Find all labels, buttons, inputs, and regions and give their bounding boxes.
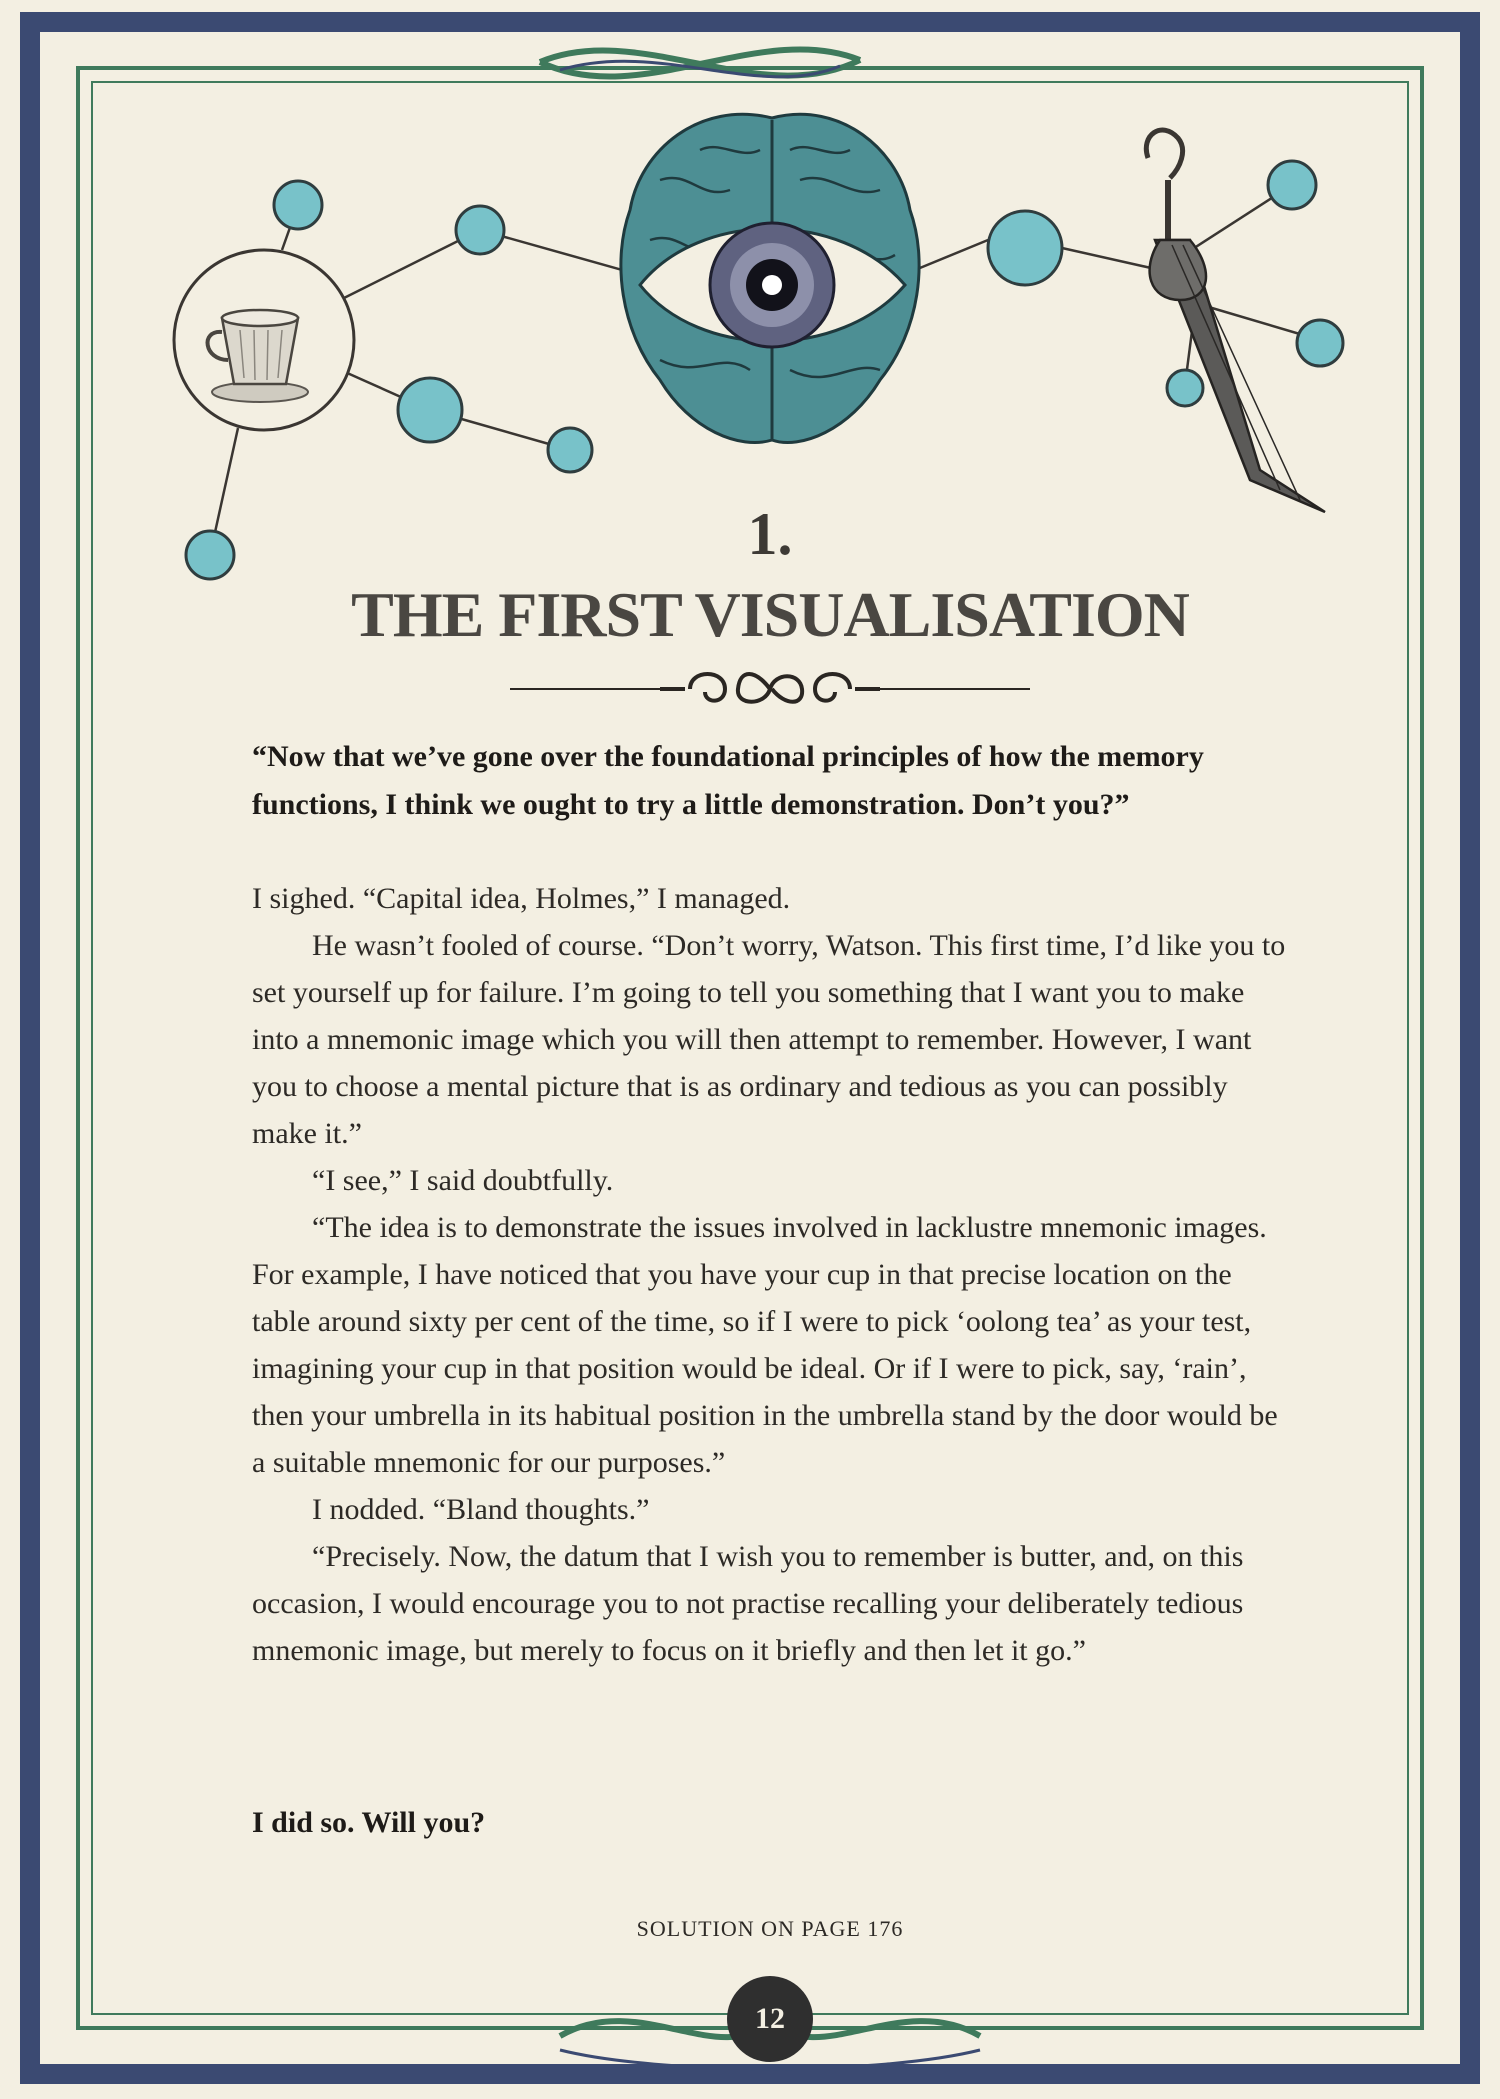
body-text xyxy=(252,875,1292,1674)
network-node xyxy=(1268,161,1316,209)
chapter-number: 1. xyxy=(747,501,793,567)
network-node xyxy=(1297,320,1343,366)
paragraph: “Precisely. Now, the datum that I wish you to remember is butter, and, on this occasion, I would encourage you to not practise recalling your deliberately tedious mnemonic image, but merely to focus on it briefly and then let it go.” xyxy=(252,1540,1244,1667)
paragraph: “I see,” I said doubtfully. xyxy=(312,1164,614,1197)
network-node xyxy=(1167,370,1203,406)
solution-note: SOLUTION ON PAGE 176 xyxy=(636,1916,904,1941)
page-number: 12 xyxy=(727,1976,813,2062)
network-node xyxy=(456,206,504,254)
network-node xyxy=(548,428,592,472)
network-node xyxy=(274,181,322,229)
network-node xyxy=(398,378,462,442)
chapter-title: THE FIRST VISUALISATION xyxy=(351,579,1189,650)
paragraph: “The idea is to demonstrate the issues involved in lacklustre mnemonic images. For example, I have noticed that you have your cup in that precise location on the table around sixty per cent of the time, so if I were to pick ‘oolong tea’ as your test, imagining your cup in that position would be ideal. Or if I were to pick, say, ‘rain’, then your umbrella in its habitual position in the umbrella stand by the door would be a suitable mnemonic for our purposes.” xyxy=(252,1211,1278,1479)
paragraph: He wasn’t fooled of course. “Don’t worry, Watson. This first time, I’d like you to set yourself up for failure. I’m going to tell you something that I want you to make into a mnemonic image which you will then attempt to remember. However, I want you to choose a mental picture that is as ordinary and tedious as you can possibly make it.” xyxy=(252,929,1286,1150)
intro-quote: “Now that we’ve gone over the foundational principles of how the memory functions, I think we ought to try a little demonstration. Don’t you?” xyxy=(252,740,1204,821)
paragraph: I nodded. “Bland thoughts.” xyxy=(312,1493,650,1526)
network-node xyxy=(988,211,1062,285)
teacup-icon xyxy=(174,250,354,430)
paragraph: I sighed. “Capital idea, Holmes,” I managed. xyxy=(252,882,791,915)
closing-question: I did so. Will you? xyxy=(252,1806,486,1839)
flourish-ornament xyxy=(510,664,1030,714)
brain-eye-icon xyxy=(621,114,919,442)
